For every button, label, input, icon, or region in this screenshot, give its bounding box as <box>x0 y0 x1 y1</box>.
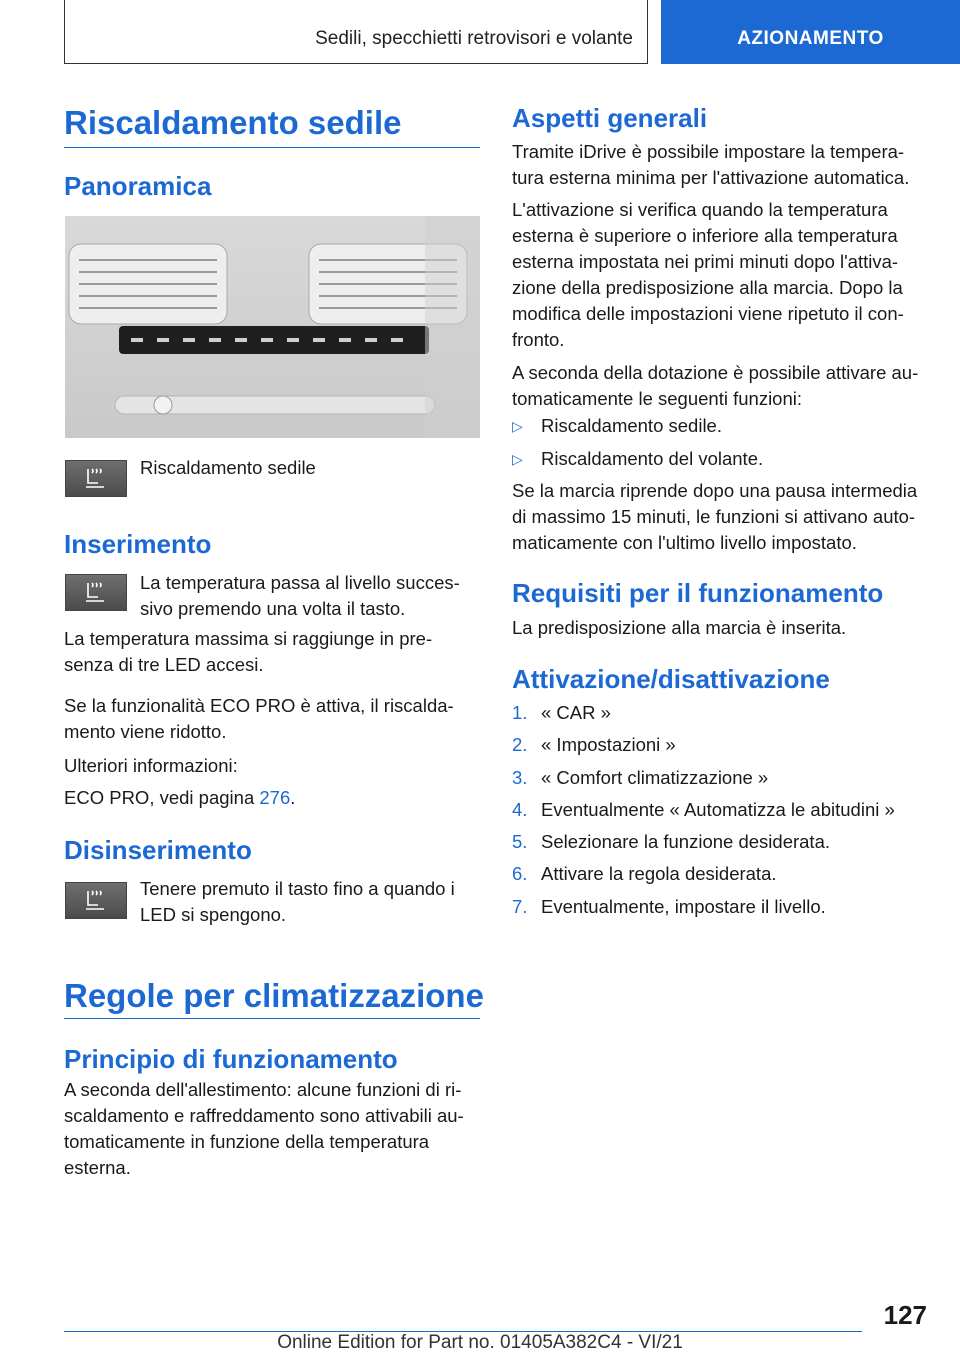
bullet-text: Riscaldamento sedile. <box>541 415 722 436</box>
text-line: LED si spengono. <box>140 904 287 925</box>
list-item <box>512 700 932 732</box>
step-text: « Impostazioni » <box>541 734 676 756</box>
text-line: tura esterna minima per l'attivazione automatica. <box>512 167 910 188</box>
step-number: 2. <box>512 734 528 756</box>
list-item <box>512 732 932 764</box>
bullet-text: Riscaldamento del volante. <box>541 448 764 469</box>
heading-general: Aspetti generali <box>512 103 708 133</box>
header-chapter-label: AZIONAMENTO <box>737 28 884 49</box>
footer-edition: Online Edition for Part no. 01405A382C4 - VI/21 <box>277 1332 683 1353</box>
text-line: esterna. <box>64 1157 131 1178</box>
text-line: scaldamento e raffreddamento sono attivabili au- <box>64 1105 464 1126</box>
more-info-label: Ulteriori informazioni: <box>64 755 238 776</box>
page-number: 127 <box>883 1300 927 1330</box>
text-line: La temperatura massima si raggiunge in pre- <box>64 628 433 649</box>
heading-rule <box>64 147 480 148</box>
text-line: Tenere premuto il tasto fino a quando i <box>140 878 455 899</box>
heading-requirements: Requisiti per il funzionamento <box>512 578 884 608</box>
list-item <box>512 894 932 926</box>
text-line: Tramite iDrive è possibile impostare la tempera- <box>512 141 905 162</box>
general-text-4 <box>512 478 917 556</box>
text-line: senza di tre LED accesi. <box>64 654 264 675</box>
header-chapter-tab[interactable] <box>661 0 960 64</box>
text-line: Se la marcia riprende dopo una pausa intermedia <box>512 480 918 501</box>
heading-seat-heating: Riscaldamento sedile <box>64 104 402 141</box>
text-line: A seconda dell'allestimento: alcune funzioni di ri- <box>64 1079 462 1100</box>
general-text-3 <box>512 360 918 412</box>
text-line: maticamente con l'ultimo livello impostato. <box>512 532 857 553</box>
list-item <box>512 829 932 861</box>
text-line: mento viene ridotto. <box>64 721 227 742</box>
text-line: tomaticamente in funzione della temperatura <box>64 1131 430 1152</box>
step-number: 7. <box>512 895 528 917</box>
step-number: 4. <box>512 798 528 820</box>
heading-climate-rules: Regole per climatizzazione <box>64 977 484 1014</box>
eco-reference <box>64 785 295 811</box>
eco-ref-text: ECO PRO, vedi pagina <box>64 787 260 808</box>
heading-switch-off: Disinserimento <box>64 835 252 865</box>
heading-switch-on: Inserimento <box>64 529 212 559</box>
step-number: 1. <box>512 702 528 723</box>
text-line: sivo premendo una volta il tasto. <box>140 598 406 619</box>
step-text: Attivare la regola desiderata. <box>541 863 777 885</box>
heading-overview: Panoramica <box>64 171 212 201</box>
text-line: fronto. <box>512 329 565 350</box>
step-text: « Comfort climatizzazione » <box>541 766 769 788</box>
bullet-triangle-icon: ▷ <box>512 451 523 467</box>
requirements-text: La predisposizione alla marcia è inserita. <box>512 617 847 638</box>
switch-off-text <box>140 876 455 928</box>
seat-heating-icon <box>65 460 127 497</box>
header-section-box <box>64 0 648 64</box>
eco-page-link[interactable]: 276 <box>259 787 291 808</box>
text-line: zione della predisposizione alla marcia. Dopo la <box>512 277 903 298</box>
list-item <box>512 446 932 479</box>
bullet-triangle-icon: ▷ <box>512 418 523 434</box>
max-temp-text <box>64 626 432 678</box>
heading-principle: Principio di funzionamento <box>64 1044 398 1074</box>
text-line: tomaticamente le seguenti funzioni: <box>512 388 803 409</box>
text-line: A seconda della dotazione è possibile attivare au- <box>512 362 919 383</box>
heading-activation: Attivazione/disattivazione <box>512 664 830 694</box>
text-line: esterna è superiore o inferiore alla temperatura <box>512 225 898 246</box>
list-item <box>512 797 932 829</box>
principle-text <box>64 1077 464 1181</box>
step-number: 6. <box>512 863 528 885</box>
step-text: Eventualmente « Automatizza le abitudini » <box>541 798 895 820</box>
seat-heating-icon <box>65 882 127 919</box>
switch-on-text <box>140 570 460 622</box>
header-section-title: Sedili, specchietti retrovisori e volante <box>315 28 633 49</box>
text-line: modifica delle impostazioni viene ripetuto il con- <box>512 303 904 324</box>
seat-heating-icon <box>65 574 127 611</box>
step-number: 5. <box>512 831 528 853</box>
icon-caption-seat-heating: Riscaldamento sedile <box>140 457 316 478</box>
list-item <box>512 765 932 797</box>
general-text-1 <box>512 139 909 191</box>
eco-ref-dot: . <box>290 787 296 808</box>
eco-text <box>64 693 454 745</box>
step-text: Eventualmente, impostare il livello. <box>541 895 826 917</box>
step-text: « CAR » <box>541 702 611 723</box>
list-item <box>512 861 932 893</box>
step-number: 3. <box>512 766 528 788</box>
step-text: Selezionare la funzione desiderata. <box>541 831 830 853</box>
text-line: L'attivazione si verifica quando la temperatura <box>512 199 888 220</box>
heading-rule <box>64 1018 480 1019</box>
text-line: esterna impostata nei primi minuti dopo l'attiva- <box>512 251 899 272</box>
text-line: Se la funzionalità ECO PRO è attiva, il riscalda- <box>64 695 454 716</box>
list-item <box>512 413 932 446</box>
climate-control-panel-image <box>65 216 480 438</box>
bullet-list <box>512 413 932 479</box>
steps-list <box>512 700 932 926</box>
text-line: di massimo 15 minuti, le funzioni si attivano auto- <box>512 506 916 527</box>
text-line: La temperatura passa al livello succes- <box>140 572 460 593</box>
general-text-2 <box>512 197 904 353</box>
